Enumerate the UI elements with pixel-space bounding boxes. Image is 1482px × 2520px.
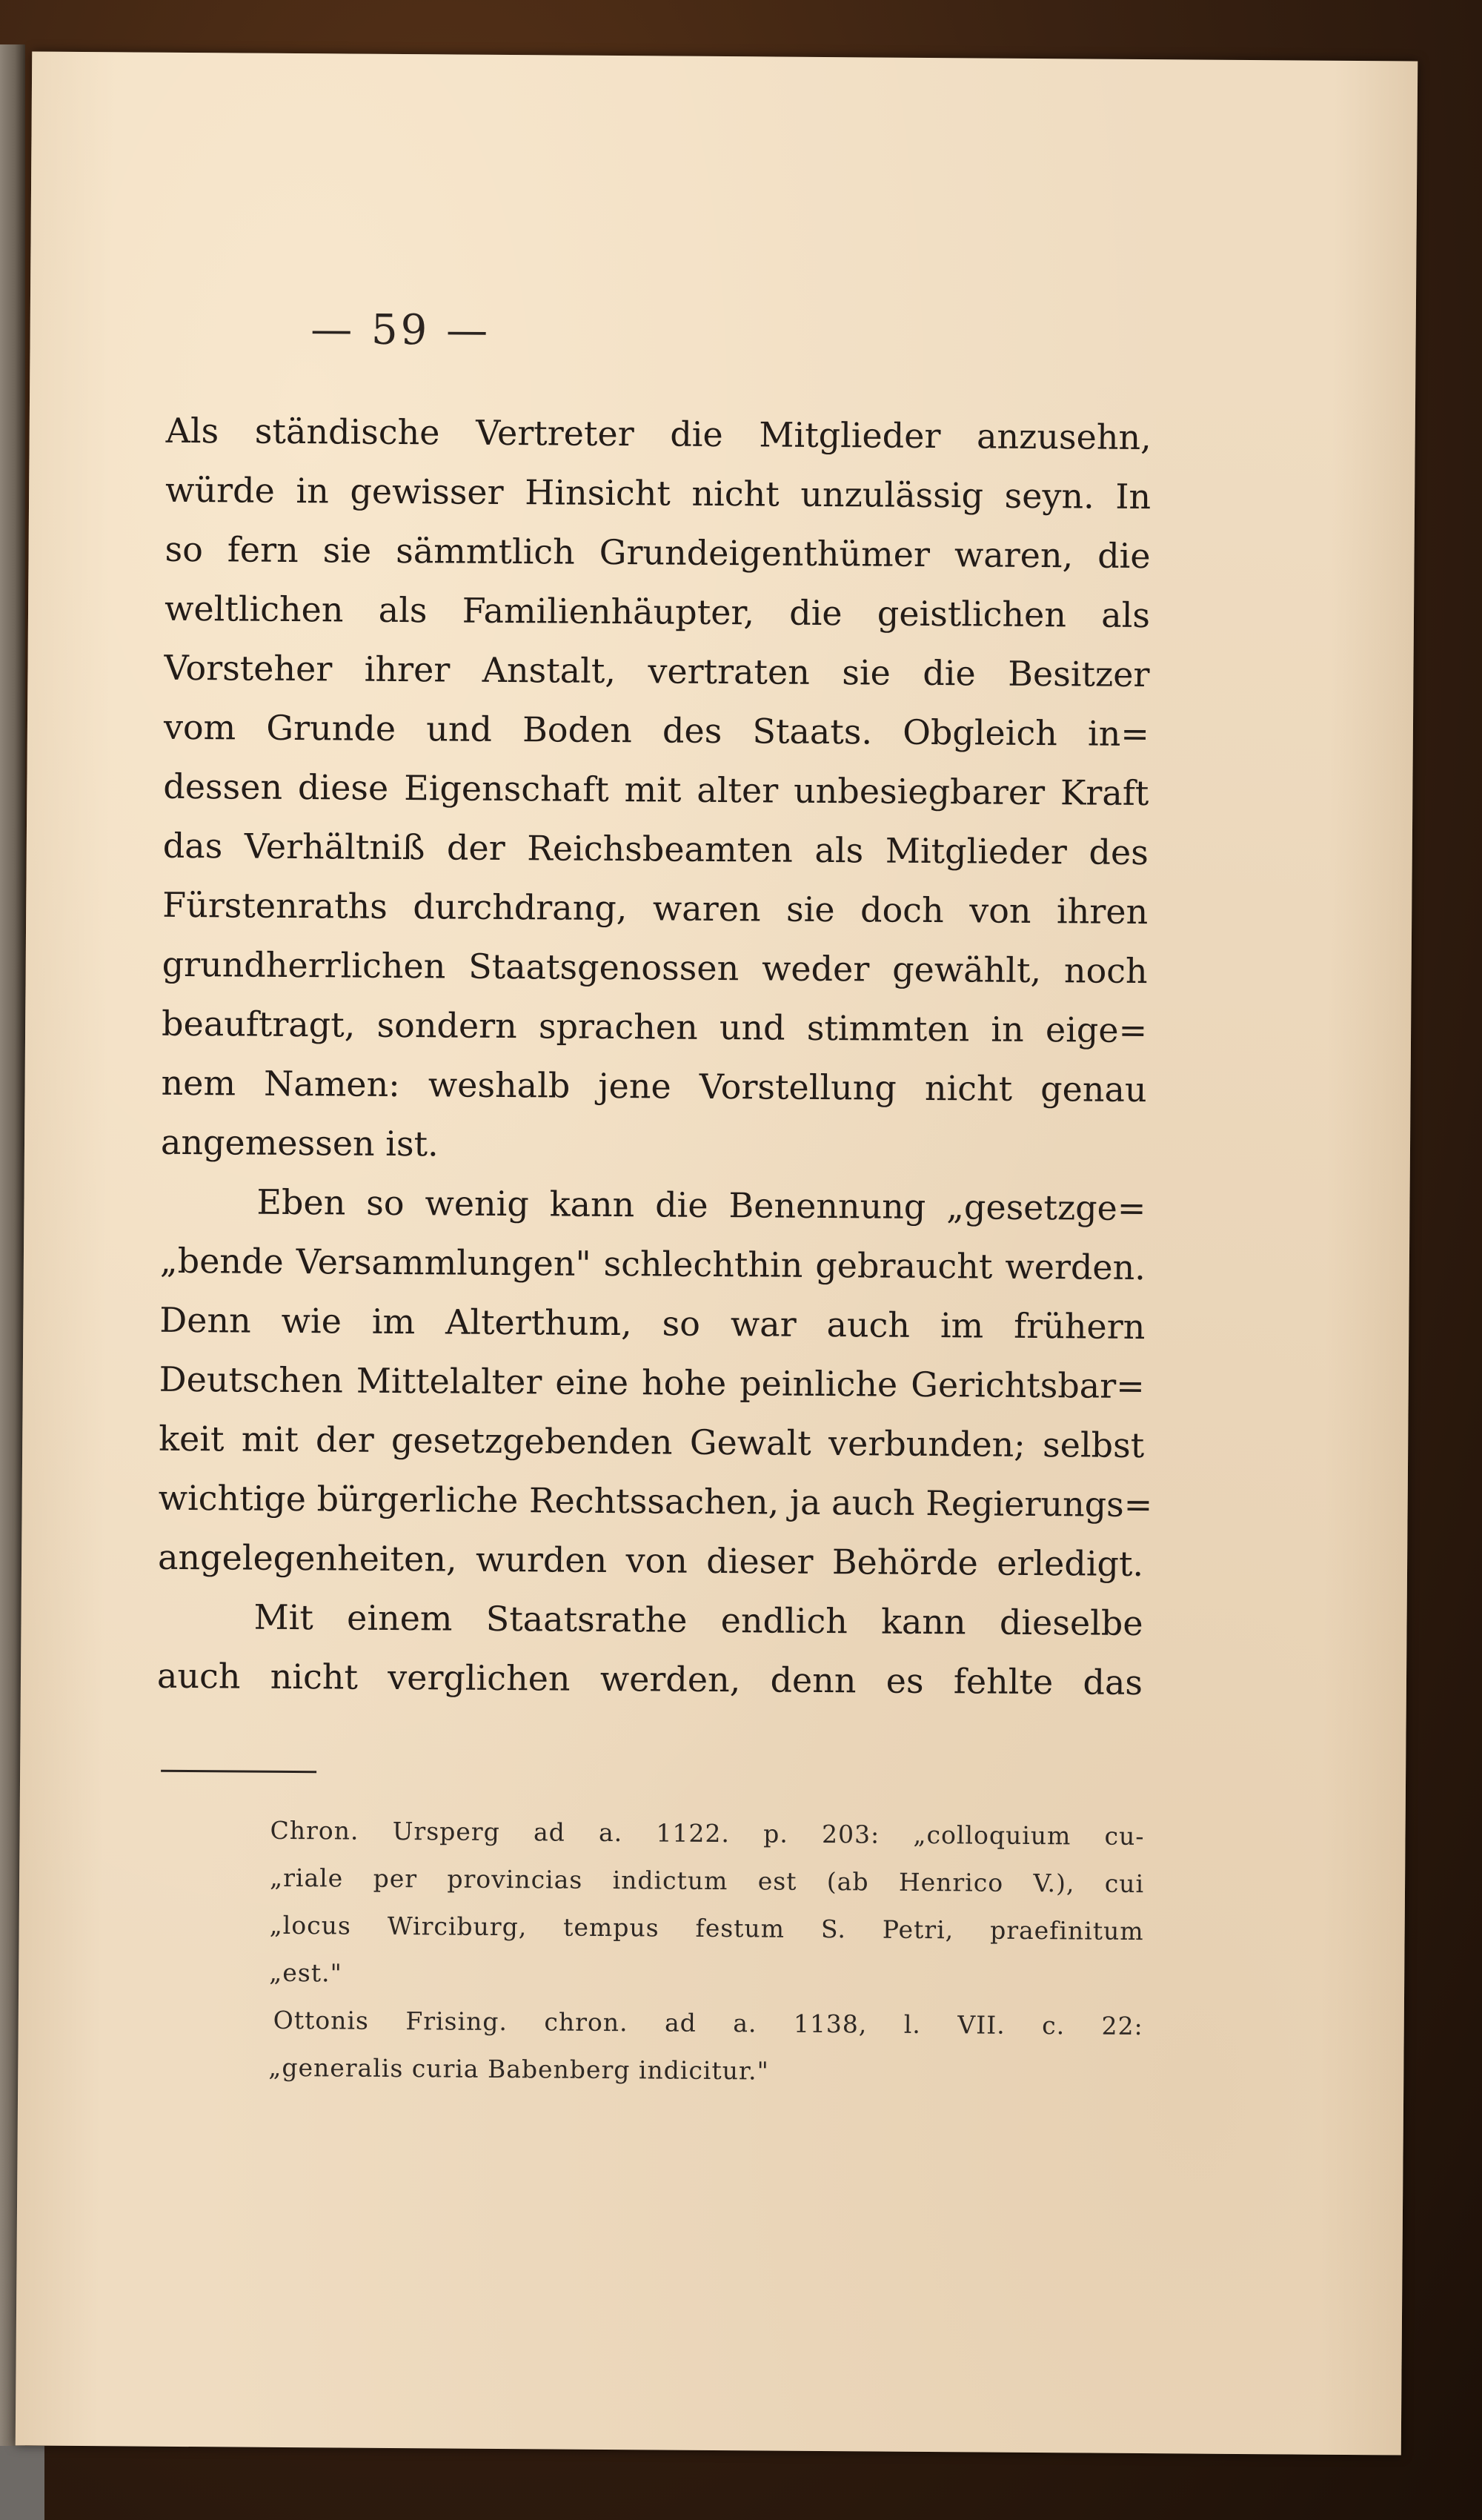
- footnote-line: „riale per provincias indictum est (ab Henrico V.), cui: [269, 1863, 1145, 1899]
- footnote-line: Ottonis Frising. chron. ad a. 1138, l. VII. c. 22:: [273, 2005, 1143, 2041]
- text-line: würde in gewisser Hinsicht nicht unzulässig seyn. In: [165, 469, 1152, 517]
- text-line: Fürstenraths durchdrang, waren sie doch von ihren: [162, 884, 1149, 932]
- text-line: keit mit der gesetzgebenden Gewalt verbunden; selbst: [159, 1418, 1145, 1466]
- footnote-line: „generalis curia Babenberg indicitur.": [268, 2052, 769, 2086]
- text-line: vom Grunde und Boden des Staats. Obgleich in=: [163, 706, 1150, 755]
- text-line: auch nicht verglichen werden, denn es fehlte das: [156, 1655, 1143, 1703]
- footnote-line: „locus Wirciburg, tempus festum S. Petri, praefinitum: [269, 1910, 1144, 1946]
- book-page: [16, 52, 1418, 2456]
- text-line: so fern sie sämmtlich Grundeigenthümer waren, die: [165, 528, 1151, 577]
- book-cover-corner: [0, 2446, 44, 2520]
- body-text: [157, 401, 1152, 1712]
- page-number: — 59 —: [310, 305, 491, 355]
- text-line: „bende Versammlungen" schlechthin gebraucht werden.: [159, 1240, 1146, 1288]
- footnote-separator: [161, 1770, 316, 1773]
- text-line: Mit einem Staatsrathe endlich kann dieselbe: [253, 1596, 1143, 1644]
- footnotes: [268, 1807, 1145, 2098]
- text-line: weltlichen als Familienhäupter, die geistlichen als: [164, 588, 1151, 636]
- text-line: Als ständische Vertreter die Mitglieder anzusehn,: [165, 410, 1152, 458]
- text-line: dessen diese Eigenschaft mit alter unbesiegbarer Kraft: [163, 766, 1149, 814]
- footnote-line: Chron. Ursperg ad a. 1122. p. 203: „colloquium cu-: [270, 1815, 1145, 1851]
- text-line: nem Namen: weshalb jene Vorstellung nicht genau: [161, 1062, 1147, 1110]
- text-line: das Verhältniß der Reichsbeamten als Mitglieder des: [162, 825, 1149, 873]
- text-line: grundherrlichen Staatsgenossen weder gewählt, noch: [162, 944, 1148, 992]
- text-line: Vorsteher ihrer Anstalt, vertraten sie die Besitzer: [164, 647, 1150, 695]
- text-line: wichtige bürgerliche Rechtssachen, ja auch Regierungs=: [158, 1477, 1153, 1525]
- text-line: Eben so wenig kann die Benennung „gesetzge=: [256, 1181, 1146, 1229]
- text-line: Deutschen Mittelalter eine hohe peinliche Gerichtsbar=: [159, 1359, 1145, 1407]
- footnote-line: „est.": [269, 1957, 342, 1988]
- text-line: angelegenheiten, wurden von dieser Behörde erledigt.: [157, 1536, 1144, 1585]
- text-line: angemessen ist.: [160, 1121, 439, 1164]
- text-line: Denn wie im Alterthum, so war auch im frühern: [159, 1299, 1146, 1347]
- text-line: beauftragt, sondern sprachen und stimmten in eige=: [161, 1003, 1148, 1051]
